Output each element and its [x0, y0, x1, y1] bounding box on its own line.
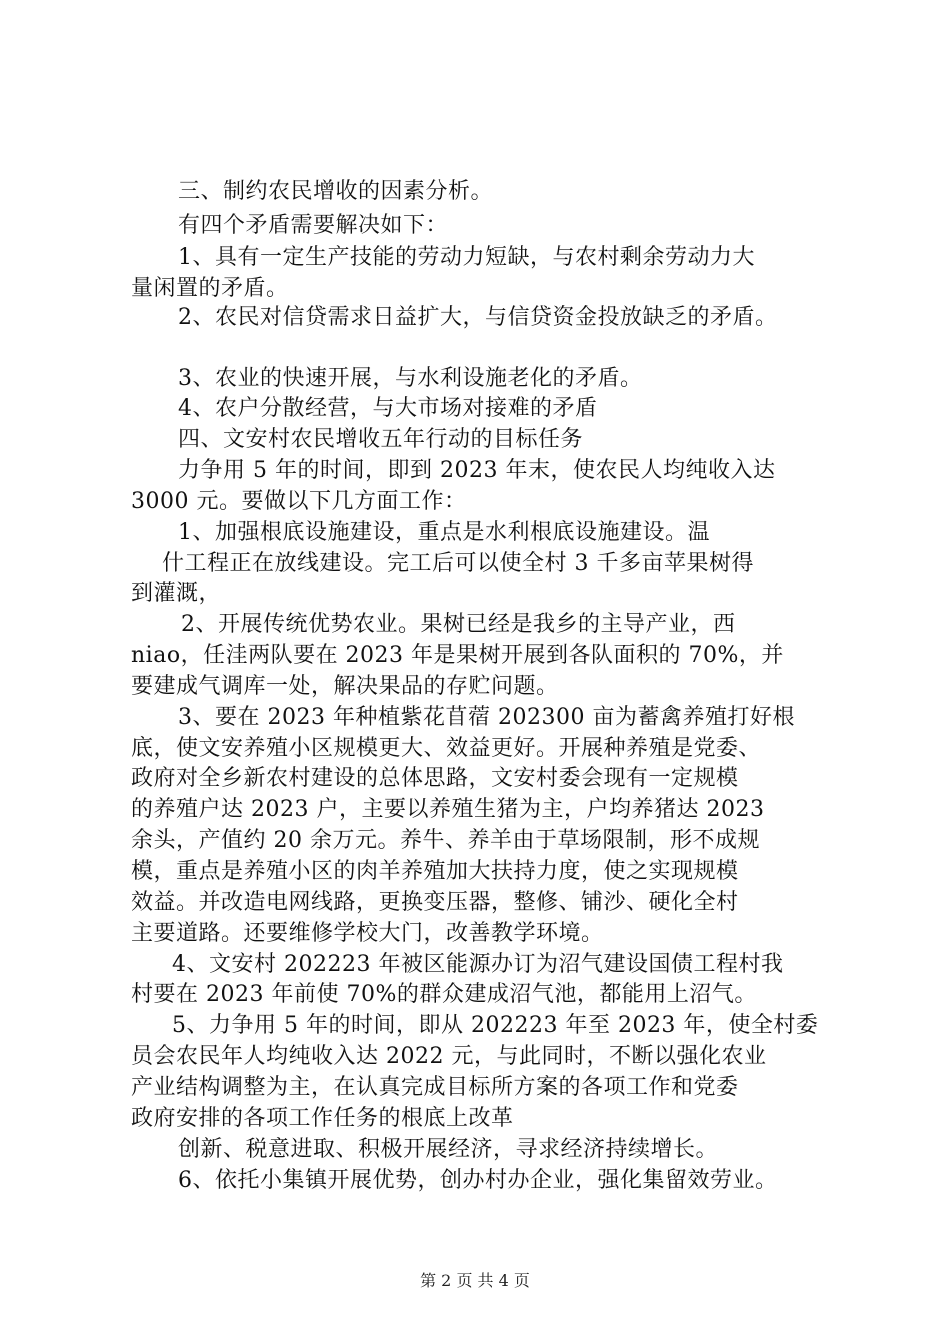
page-number: 第 2 页 共 4 页 [420, 1271, 530, 1290]
text-line: 创新、税意进取、积极开展经济，寻求经济持续增长。 [178, 1137, 719, 1162]
text-line: 1、具有一定生产技能的劳动力短缺，与农村剩余劳动力大 [178, 245, 755, 270]
text-line: 模，重点是养殖小区的肉羊养殖加大扶持力度，使之实现规模 [131, 859, 739, 884]
text-line: 2、农民对信贷需求日益扩大，与信贷资金投放缺乏的矛盾。 [178, 305, 778, 330]
text-line: 力争用 5 年的时间，即到 2023 年末，使农民人均纯收入达 [178, 458, 776, 483]
text-line: 底，使文安养殖小区规模更大、效益更好。开展种养殖是党委、 [131, 736, 762, 761]
text-line: 5、力争用 5 年的时间，即从 202223 年至 2023 年，使全村委 [172, 1013, 819, 1038]
text-line: 有四个矛盾需要解决如下： [178, 213, 449, 238]
text-line: 量闲置的矛盾。 [131, 276, 289, 301]
text-line: 3、要在 2023 年种植紫花苜蓿 202300 亩为蓄禽养殖打好根 [178, 705, 795, 730]
text-line: 4、农户分散经营，与大市场对接难的矛盾 [178, 396, 598, 421]
text-line: 政府对全乡新农村建设的总体思路，文安村委会现有一定规模 [131, 766, 739, 791]
text-line: 4、文安村 202223 年被区能源办订为沼气建设国债工程村我 [172, 952, 784, 977]
text-line: 什工程正在放线建设。完工后可以使全村 3 千多亩苹果树得 [162, 551, 754, 576]
text-line: 2、开展传统优势农业。果树已经是我乡的主导产业，西 [181, 612, 736, 637]
text-line: 三、制约农民增收的因素分析。 [178, 179, 494, 204]
text-line: 政府安排的各项工作任务的根底上改革 [131, 1106, 514, 1131]
text-line: 村要在 2023 年前使 70%的群众建成沼气池，都能用上沼气。 [131, 982, 757, 1007]
text-line: 的养殖户达 2023 户，主要以养殖生猪为主，户均养猪达 2023 [131, 797, 765, 822]
text-line: 四、文安村农民增收五年行动的目标任务 [178, 427, 584, 452]
text-line: 到灌溉， [131, 581, 222, 606]
text-line: 3000 元。要做以下几方面工作： [131, 489, 467, 514]
text-line: 效益。并改造电网线路，更换变压器，整修、铺沙、硬化全村 [131, 890, 739, 915]
text-line: 1、加强根底设施建设，重点是水利根底设施建设。温 [178, 520, 710, 545]
text-line: 员会农民年人均纯收入达 2022 元，与此同时，不断以强化农业 [131, 1044, 767, 1069]
text-line: 3、农业的快速开展，与水利设施老化的矛盾。 [178, 366, 643, 391]
text-line: 产业结构调整为主，在认真完成目标所方案的各项工作和党委 [131, 1075, 739, 1100]
text-line: 主要道路。还要维修学校大门，改善教学环境。 [131, 921, 604, 946]
text-line: 要建成气调库一处，解决果品的存贮问题。 [131, 674, 559, 699]
text-line: 6、依托小集镇开展优势，创办村办企业，强化集留效劳业。 [178, 1168, 778, 1193]
text-line: niao，任洼两队要在 2023 年是果树开展到各队面积的 70%，并 [131, 643, 784, 668]
text-line: 余头，产值约 20 余万元。养牛、养羊由于草场限制，形不成规 [131, 828, 760, 853]
